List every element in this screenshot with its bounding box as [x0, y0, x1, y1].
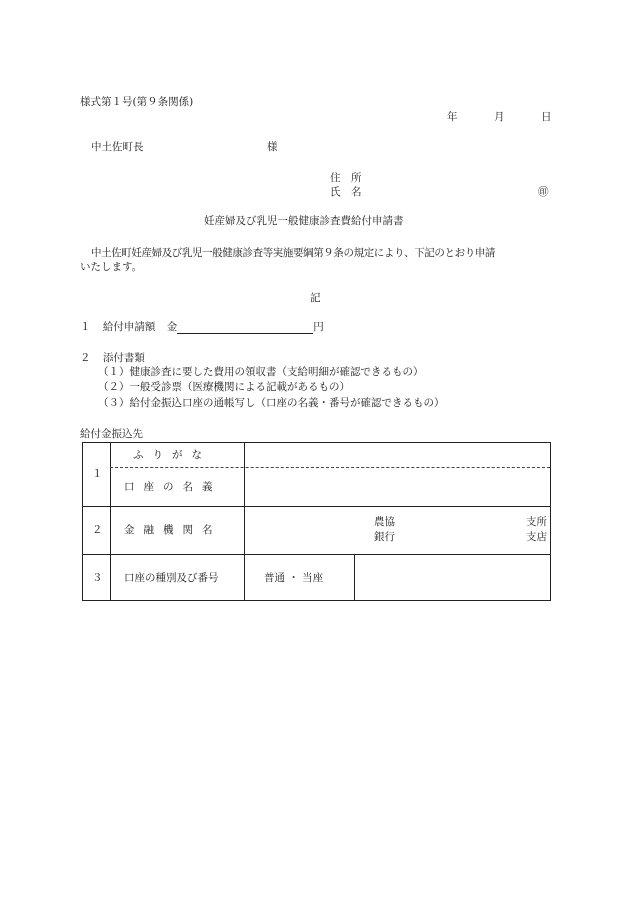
financial-institution-label: 金融機関名 — [124, 524, 222, 536]
attachment-line-1: （１）健康診査に要した費用の領収書（支給明細が確認できるもの） — [98, 366, 424, 378]
account-holder-field[interactable] — [245, 468, 551, 506]
account-type-options[interactable]: 普通 ・ 当座 — [264, 572, 324, 584]
ki-heading: 記 — [310, 292, 321, 304]
row-2-number: ２ — [92, 524, 103, 536]
account-table — [82, 442, 551, 601]
branch-label-2: 支店 — [526, 531, 547, 543]
date-year-label: 年 — [447, 111, 458, 123]
account-holder-label: 口座の名義 — [124, 481, 222, 493]
document-title: 妊産婦及び乳児一般健康診査費給付申請書 — [204, 215, 404, 227]
item-1-number: １ — [80, 321, 91, 333]
row-1-number: １ — [92, 468, 103, 480]
amount-blank-line[interactable] — [177, 322, 313, 334]
item-2-number: ２ — [80, 352, 91, 364]
date-month-label: 月 — [494, 111, 505, 123]
item-1 — [80, 321, 324, 334]
seal-mark: ㊞ — [538, 186, 549, 198]
date-day-label: 日 — [541, 111, 552, 123]
row-3-number: ３ — [92, 572, 103, 584]
item-1-label: 給付申請額 — [102, 321, 156, 333]
applicant-address-label: 住 所 — [330, 172, 362, 184]
nokyo-label: 農協 — [374, 516, 395, 528]
furigana-label: ふりがな — [133, 449, 211, 461]
branch-label-1: 支所 — [526, 516, 547, 528]
body-text-line-1: 中土佐町妊産婦及び乳児一般健康診査等実施要綱第９条の規定により、下記のとおり申請 — [91, 247, 495, 259]
item-2 — [80, 352, 145, 365]
attachment-line-3: （３）給付金振込口座の通帳写し（口座の名義・番号が確認できるもの） — [98, 397, 445, 409]
applicant-name-label: 氏 名 — [330, 186, 362, 198]
item-2-label: 添付書類 — [102, 352, 145, 364]
form-number: 様式第１号(第９条関係) — [80, 96, 194, 108]
body-text-line-2: いたします。 — [80, 261, 143, 273]
account-type-number-label: 口座の種別及び番号 — [124, 572, 219, 584]
addressee-name: 中土佐町長 — [91, 141, 144, 153]
attachment-line-2: （２）一般受診票（医療機関による記載があるもの） — [98, 381, 350, 393]
item-1-prefix: 金 — [166, 321, 178, 333]
account-section-label: 給付金振込先 — [80, 428, 143, 440]
furigana-field[interactable] — [245, 443, 551, 467]
addressee-honorific: 様 — [267, 141, 278, 153]
item-1-unit: 円 — [313, 321, 324, 333]
account-number-field[interactable] — [355, 555, 551, 601]
bank-label: 銀行 — [374, 531, 395, 543]
